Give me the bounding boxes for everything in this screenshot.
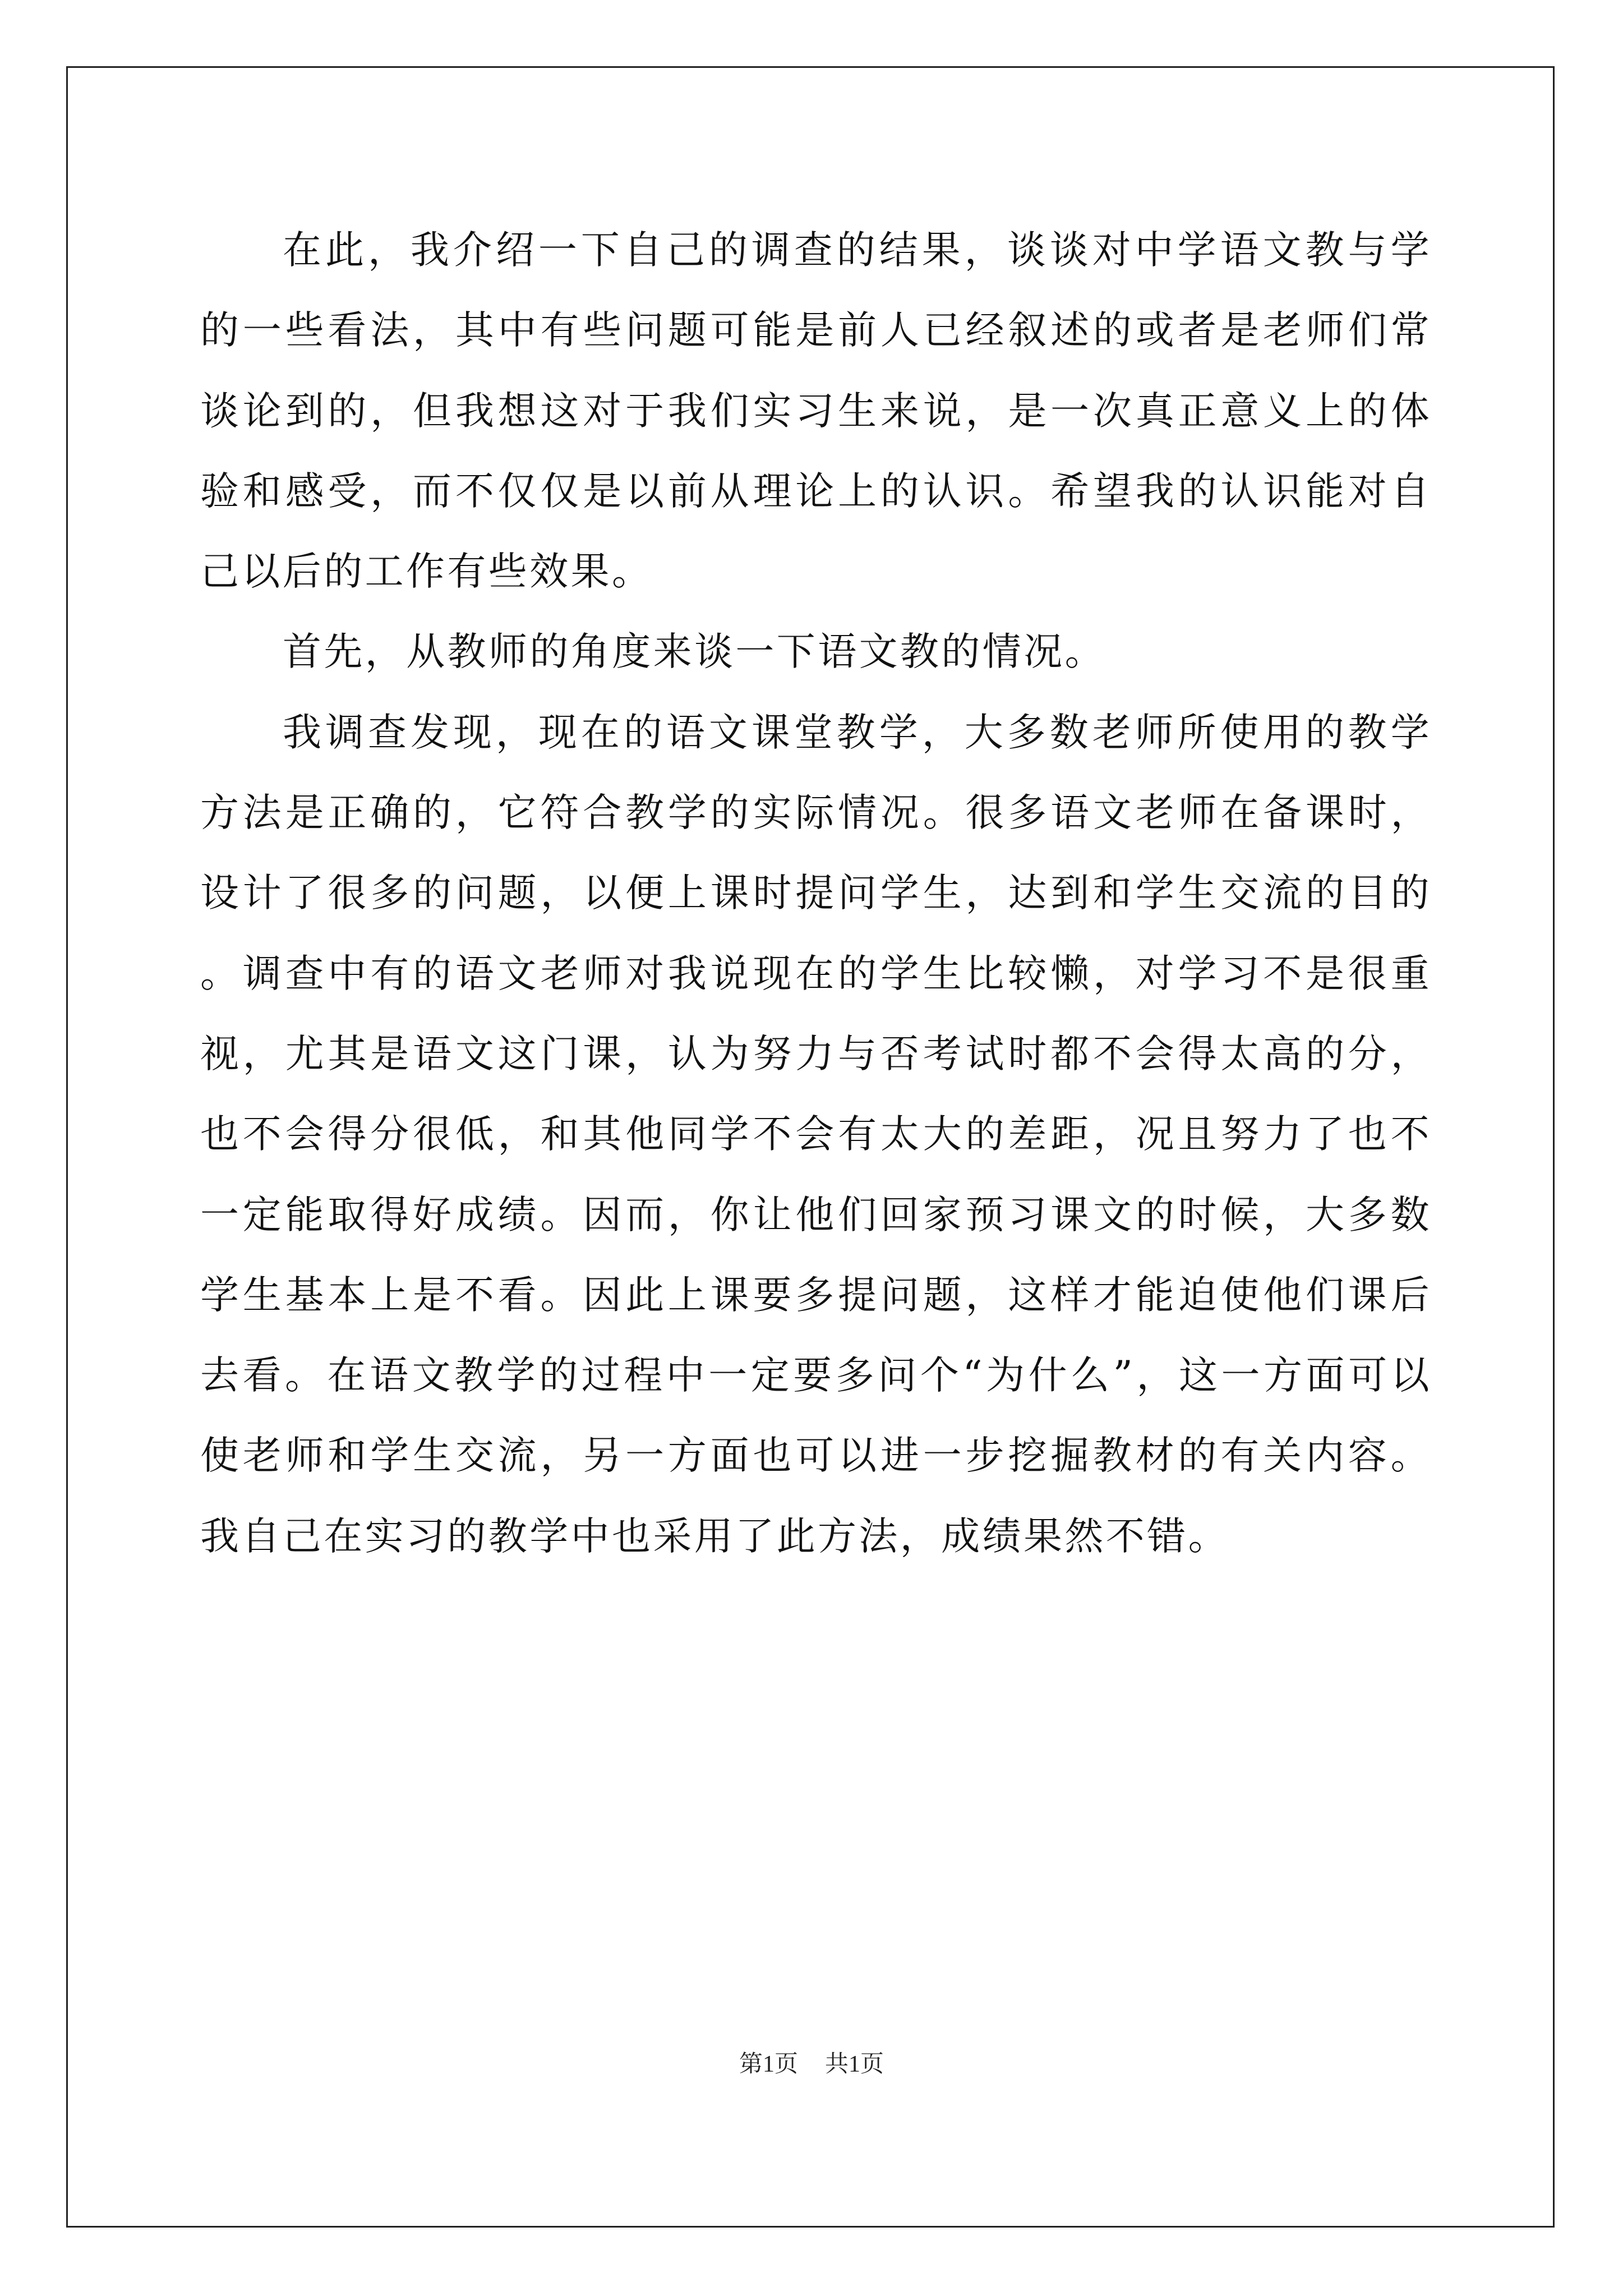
paragraph: 我调查发现，现在的语文课堂教学，大多数老师所使用的教学方法是正确的，它符合教学的实际情况。很多语文老师在备课时，设计了很多的问题，以便上课时提问学生，达到和学生交流的目的。调查中有的语文老师对我说现在的学生比较懒，对学习不是很重视，尤其是语文这门课，认为努力与否考试时都不会得太高的分，也不会得分很低，和其他同学不会有太大的差距，况且努力了也不一定能取得好成绩。因而，你让他们回家预习课文的时候，大多数学生基本上是不看。因此上课要多提问题，这样才能迫使他们课后去看。在语文教学的过程中一定要多问个“为什么”，这一方面可以使老师和学生交流，另一方面也可以进一步挖掘教材的有关内容。我自己在实习的教学中也采用了此方法，成绩果然不错。 [200, 710, 1432, 1559]
page-footer [0, 2047, 1623, 2081]
paragraph: 首先，从教师的角度来谈一下语文教的情况。 [283, 629, 1106, 675]
page-total: 共1页 [825, 2051, 884, 2077]
document-body [200, 210, 1432, 1577]
paragraph: 在此，我介绍一下自己的调查的结果，谈谈对中学语文教与学的一些看法，其中有些问题可能是前人已经叙述的或者是老师们常谈论到的，但我想这对于我们实习生来说，是一次真正意义上的体验和感受，而不仅仅是以前从理论上的认识。希望我的认识能对自己以后的工作有些效果。 [200, 228, 1432, 595]
page-number: 第1页 [739, 2051, 798, 2077]
